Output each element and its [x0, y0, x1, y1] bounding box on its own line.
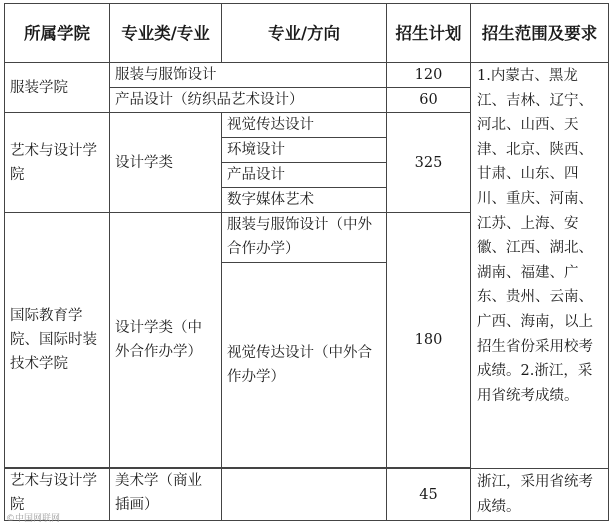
- table-row: [5, 469, 609, 521]
- direction-cell: 视觉传达设计（中外合作办学）: [222, 263, 387, 468]
- plan-cell: 60: [387, 88, 471, 113]
- watermark: ©中国网联网: [6, 514, 61, 524]
- college-cell: 服装学院: [5, 63, 110, 113]
- admissions-table: [4, 3, 609, 521]
- major-class-cell: 设计学类（中外合作办学）: [110, 213, 222, 468]
- scope-cell: 浙江，采用省统考成绩。: [471, 469, 609, 521]
- header-major-class: 专业类/专业: [110, 4, 222, 63]
- major-cell: 产品设计（纺织品艺术设计）: [110, 88, 387, 113]
- major-class-cell: 美术学（商业插画）: [110, 469, 222, 521]
- direction-cell: 环境设计: [222, 138, 387, 163]
- direction-cell: 服装与服饰设计（中外合作办学）: [222, 213, 387, 263]
- plan-cell: 325: [387, 113, 471, 213]
- direction-cell: 数字媒体艺术: [222, 188, 387, 213]
- header-college: 所属学院: [5, 4, 110, 63]
- direction-cell: [222, 469, 387, 521]
- plan-cell: 180: [387, 213, 471, 468]
- scope-cell: 1.内蒙古、黑龙江、吉林、辽宁、河北、山西、天津、北京、陕西、甘肃、山东、四川、重庆、河南、江苏、上海、安徽、江西、湖北、湖南、福建、广东、贵州、云南、广西、海南，以上招生省份采用校考成绩。2.浙江，采用省统考成绩。: [471, 63, 609, 469]
- plan-cell: 120: [387, 63, 471, 88]
- college-cell: 艺术与设计学院: [5, 113, 110, 213]
- direction-cell: 产品设计: [222, 163, 387, 188]
- header-scope: 招生范围及要求: [471, 4, 609, 63]
- plan-cell: 45: [387, 469, 471, 521]
- college-cell: 艺术与设计学院: [5, 469, 110, 521]
- college-cell: 国际教育学院、国际时装技术学院: [5, 213, 110, 468]
- header-row: [5, 4, 609, 63]
- table-row: [5, 63, 609, 88]
- major-cell: 服装与服饰设计: [110, 63, 387, 88]
- direction-cell: 视觉传达设计: [222, 113, 387, 138]
- header-plan: 招生计划: [387, 4, 471, 63]
- major-class-cell: 设计学类: [110, 113, 222, 213]
- header-major-direction: 专业/方向: [222, 4, 387, 63]
